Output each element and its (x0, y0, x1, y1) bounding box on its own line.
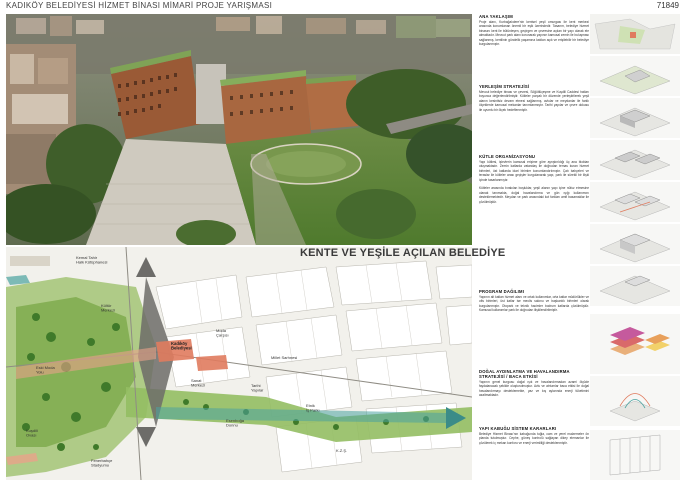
diagram-axonometric-1 (590, 56, 680, 96)
entry-code: 71849 (656, 1, 679, 10)
diagram-facade (590, 430, 680, 480)
plan-label-kamal: Kemal Tahir Halk Kütüphanesi (76, 255, 108, 265)
diagram-axonometric-4 (590, 182, 680, 222)
diagram-drawing (590, 376, 680, 426)
diagram-drawing (590, 182, 680, 222)
section-program (479, 289, 589, 317)
diagram-column (590, 14, 682, 482)
plan-label-eski: Eski Moda Yolu (36, 365, 55, 375)
plan-label-sanat: Sanat Merkezi (191, 378, 206, 388)
aerial-render (6, 14, 472, 245)
section-title: ANA YAKLAŞIM (479, 14, 513, 19)
section-body: Yapı kütlesi, işlevlerin kamusal erişime göre ayrıştırıldığı üç ana bloktan oluşmaktadır. Zemin katlarda vatandaş ile doğrudan temas kuran hizmet birimleri, üst katlarda idari birimler konumlandırılmıştır. Çatı bahçeleri ve teraslar ile kütleler arası geçişler kurgulanarak yapı, park ile sürekli bir ilişki içinde tasarlanmıştır. Kütleler arasında bırakılan boşluklar, yeşil alanın yapı içine nüfuz etmesine olanak tanımakta, doğal havalandırma ve gün ışığı kullanımını desteklemektedir. Meydan ve park arasındaki kot farkları amfi basamaklar ile çözülmüştür. (479, 160, 589, 204)
plan-banner: KENTE VE YEŞİLE AÇILAN BELEDİYE (300, 247, 506, 259)
plan-label-millet: Millet Sarhnesi (271, 355, 298, 360)
diagram-ventilation (590, 376, 680, 426)
plan-label-tarihi: Tarihi Yapılar (251, 383, 264, 393)
plan-label-fenerbahce: Fenerbahçe Stadyumu (91, 458, 113, 468)
section-body: Proje alanı, Kurbağalıdere'nin kentsel yeşil omurgası ile kent merkezi arasında konumlanan önemli bir eşik üzerindedir. Tasarım, belediye hizmet binasını kent ile bütünleşen, geçirgen ve çevresine açılan bir yapı olarak ele almaktadır. Mevcut park alanı korunarak yapının kamusal zemin ile buluşması sağlanmış, kentlinin gündelik yaşamına katılan açık ve erişilebilir bir belediye kurgulanmıştır. (479, 20, 589, 47)
section-body: Mevcut belediye binası ve çevresi, Söğütlüçeşme ve Kuşdili Caddesi hatları boyunca değerlendirilmiştir. Kütleler parçalı bir düzende yerleştirilerek yeşil alanın kesintisiz devam etmesi sağlanmış, avlular ve meydanlar ile farklı ölçeklerde kamusal mekanlar tanımlanmıştır. Tarihi yapılar ve çevre dokusu ile uyumlu bir ölçek hedeflenmiştir. (479, 90, 589, 112)
site-plan-drawing (6, 247, 472, 480)
diagram-drawing (590, 224, 680, 264)
plan-label-moda: Moda Çarşısı (216, 328, 229, 338)
section-aydinlatma (479, 369, 589, 402)
section-title: PROGRAM DAĞILIMI (479, 289, 525, 294)
diagram-drawing (590, 140, 680, 180)
section-body: Belediye Hizmet Binası'nın kabuğunda tuğla, cam ve yerel malzemeler ön planda tutulmuştur. Cephe, güneş kontrolü sağlayan dikey elemanlar ile çözülerek iç mekan konforu ve enerji verimliliği desteklenmiştir. (479, 432, 589, 445)
site-plan (6, 247, 472, 480)
plan-label-esenboga: Esenboğa Donnu (226, 418, 245, 428)
diagram-axonometric-5 (590, 224, 680, 264)
diagram-drawing (590, 266, 680, 306)
plan-label-kadikoy: Kadıköy Belediyesi (171, 341, 192, 351)
diagram-drawing (590, 56, 680, 96)
diagram-drawing (590, 314, 680, 374)
diagram-axonometric-3 (590, 140, 680, 180)
diagram-site-context (590, 14, 680, 54)
sheet-header (6, 1, 679, 13)
section-yerlesim (479, 84, 589, 116)
section-title: KÜTLE ORGANİZASYONU (479, 154, 536, 159)
diagram-drawing (590, 14, 680, 54)
diagram-axonometric-6 (590, 266, 680, 306)
text-column (479, 14, 589, 482)
section-title: DOĞAL AYDINLATMA VE HAVALANDIRMA STRATEJİSİ / BACA ETKİSİ (479, 369, 570, 379)
plan-label-kuskucu: Kuşdili Ovası (26, 428, 38, 438)
section-title: YAPI KABUĞU SİSTEM KARARLARI (479, 426, 557, 431)
plan-label-kultur: Kültür Merkezi (101, 303, 116, 313)
section-body: Yapının alt katları hizmet alanı ve ortak kullanımlar, orta katlar müdürlükler ve ofis birimleri, üst katlar ise meclis salonu ve başkanlık birimleri olarak kurgulanmıştır. Otopark ve teknik hacimler bodrum katlarda çözülmüştür. Kamusal kullanımlar park ile doğrudan ilişkilendirilmiştir. (479, 295, 589, 313)
diagram-drawing (590, 98, 680, 138)
aerial-render-image (6, 14, 472, 245)
diagram-program-colored (590, 314, 680, 374)
section-kutle (479, 154, 589, 208)
plan-label-kz: K.Z.Ş. (336, 448, 348, 453)
plan-label-etnik: Etnik İş Parkı (306, 403, 320, 413)
section-kabuk (479, 426, 589, 449)
competition-title: KADIKÖY BELEDİYESİ HİZMET BİNASI MİMARİ PROJE YARIŞMASI (6, 1, 273, 10)
diagram-axonometric-2 (590, 98, 680, 138)
plan-key (10, 256, 50, 266)
section-title: YERLEŞİM STRATEJİSİ (479, 84, 530, 89)
section-body: Yapının genel kurgusu doğal ışık ve havalandırmadan azami ölçüde faydalanacak şekilde oluşturulmuştur. Avlu ve atriumlar baca etkisi ile doğal havalandırmayı desteklemekte, yaz ve kış aylarında enerji tüketimini azaltmaktadır. (479, 380, 589, 398)
section-ana-yaklasim (479, 14, 589, 50)
diagram-drawing (590, 430, 680, 480)
